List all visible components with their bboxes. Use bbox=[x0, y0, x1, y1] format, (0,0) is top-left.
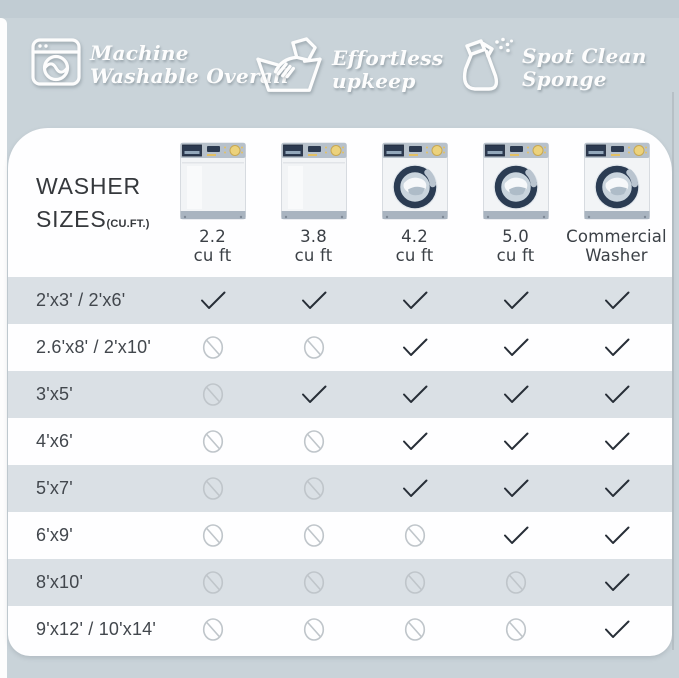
table-row bbox=[8, 371, 672, 418]
check-icon bbox=[566, 525, 667, 547]
washer-top-load-image bbox=[281, 140, 347, 222]
washer-column bbox=[465, 140, 566, 266]
not-allowed-icon bbox=[465, 617, 566, 642]
washer-columns bbox=[162, 140, 667, 266]
check-icon bbox=[465, 431, 566, 453]
check-icon bbox=[566, 384, 667, 406]
not-allowed-icon bbox=[263, 617, 364, 642]
not-allowed-icon bbox=[263, 476, 364, 501]
column-label: 4.2 cu ft bbox=[395, 227, 434, 266]
row-label: 4'x6' bbox=[36, 431, 73, 451]
washer-sizes-unit: (CU.FT.) bbox=[106, 218, 150, 231]
washer-front-load-image bbox=[382, 140, 448, 222]
not-allowed-icon bbox=[162, 617, 263, 642]
washer-sizes-line2: SIZES bbox=[36, 206, 107, 233]
check-icon bbox=[263, 290, 364, 312]
not-allowed-icon bbox=[263, 429, 364, 454]
check-icon bbox=[566, 290, 667, 312]
feature-label: Spot Clean Sponge bbox=[522, 44, 647, 91]
not-allowed-icon bbox=[162, 429, 263, 454]
feature-spot-clean-sponge bbox=[458, 36, 647, 99]
not-allowed-icon bbox=[162, 382, 263, 407]
row-label: 6'x9' bbox=[36, 525, 73, 545]
not-allowed-icon bbox=[364, 523, 465, 548]
check-icon bbox=[364, 290, 465, 312]
row-label: 9'x12' / 10'x14' bbox=[36, 619, 157, 639]
not-allowed-icon bbox=[162, 476, 263, 501]
feature-machine-washable-overall bbox=[30, 36, 289, 93]
washer-column bbox=[263, 140, 364, 266]
row-label: 3'x5' bbox=[36, 384, 73, 404]
check-icon bbox=[566, 619, 667, 641]
not-allowed-icon bbox=[162, 523, 263, 548]
check-icon bbox=[465, 337, 566, 359]
spray-bottle-icon bbox=[458, 36, 514, 99]
hand-wash-icon bbox=[254, 36, 324, 103]
washer-front-load-image bbox=[483, 140, 549, 222]
check-icon bbox=[465, 384, 566, 406]
washer-sizes-line1: WASHER bbox=[36, 173, 141, 199]
table-row bbox=[8, 465, 672, 512]
washer-column bbox=[566, 140, 667, 266]
check-icon bbox=[364, 431, 465, 453]
row-label: 5'x7' bbox=[36, 478, 73, 498]
feature-effortless-upkeep bbox=[254, 36, 443, 103]
page-divider-line bbox=[672, 92, 674, 650]
washer-top-load-image bbox=[180, 140, 246, 222]
table-row bbox=[8, 324, 672, 371]
not-allowed-icon bbox=[263, 570, 364, 595]
check-icon bbox=[162, 290, 263, 312]
check-icon bbox=[566, 478, 667, 500]
not-allowed-icon bbox=[364, 617, 465, 642]
row-label: 8'x10' bbox=[36, 572, 84, 592]
compatibility-rows bbox=[8, 277, 672, 653]
table-row bbox=[8, 512, 672, 559]
compatibility-card bbox=[8, 128, 672, 656]
column-label: 3.8 cu ft bbox=[294, 227, 333, 266]
not-allowed-icon bbox=[162, 570, 263, 595]
washing-machine-icon bbox=[30, 36, 82, 93]
check-icon bbox=[465, 290, 566, 312]
not-allowed-icon bbox=[465, 570, 566, 595]
check-icon bbox=[566, 572, 667, 594]
column-label: 2.2 cu ft bbox=[193, 227, 232, 266]
column-label: Commercial Washer bbox=[566, 227, 667, 266]
not-allowed-icon bbox=[162, 335, 263, 360]
column-label: 5.0 cu ft bbox=[496, 227, 535, 266]
not-allowed-icon bbox=[263, 523, 364, 548]
table-row bbox=[8, 606, 672, 653]
not-allowed-icon bbox=[364, 570, 465, 595]
table-row bbox=[8, 559, 672, 606]
feature-label: Effortless upkeep bbox=[332, 46, 444, 93]
check-icon bbox=[263, 384, 364, 406]
table-row bbox=[8, 277, 672, 324]
washer-sizes-title bbox=[36, 170, 150, 237]
washer-front-load-image bbox=[584, 140, 650, 222]
row-label: 2'x3' / 2'x6' bbox=[36, 290, 126, 310]
check-icon bbox=[566, 431, 667, 453]
row-label: 2.6'x8' / 2'x10' bbox=[36, 337, 152, 357]
washer-column bbox=[162, 140, 263, 266]
not-allowed-icon bbox=[263, 335, 364, 360]
table-row bbox=[8, 418, 672, 465]
feature-label: Machine Washable Overall bbox=[90, 41, 289, 88]
check-icon bbox=[465, 478, 566, 500]
feature-banner bbox=[0, 0, 679, 128]
check-icon bbox=[465, 525, 566, 547]
check-icon bbox=[364, 478, 465, 500]
check-icon bbox=[364, 384, 465, 406]
check-icon bbox=[364, 337, 465, 359]
washer-column bbox=[364, 140, 465, 266]
check-icon bbox=[566, 337, 667, 359]
